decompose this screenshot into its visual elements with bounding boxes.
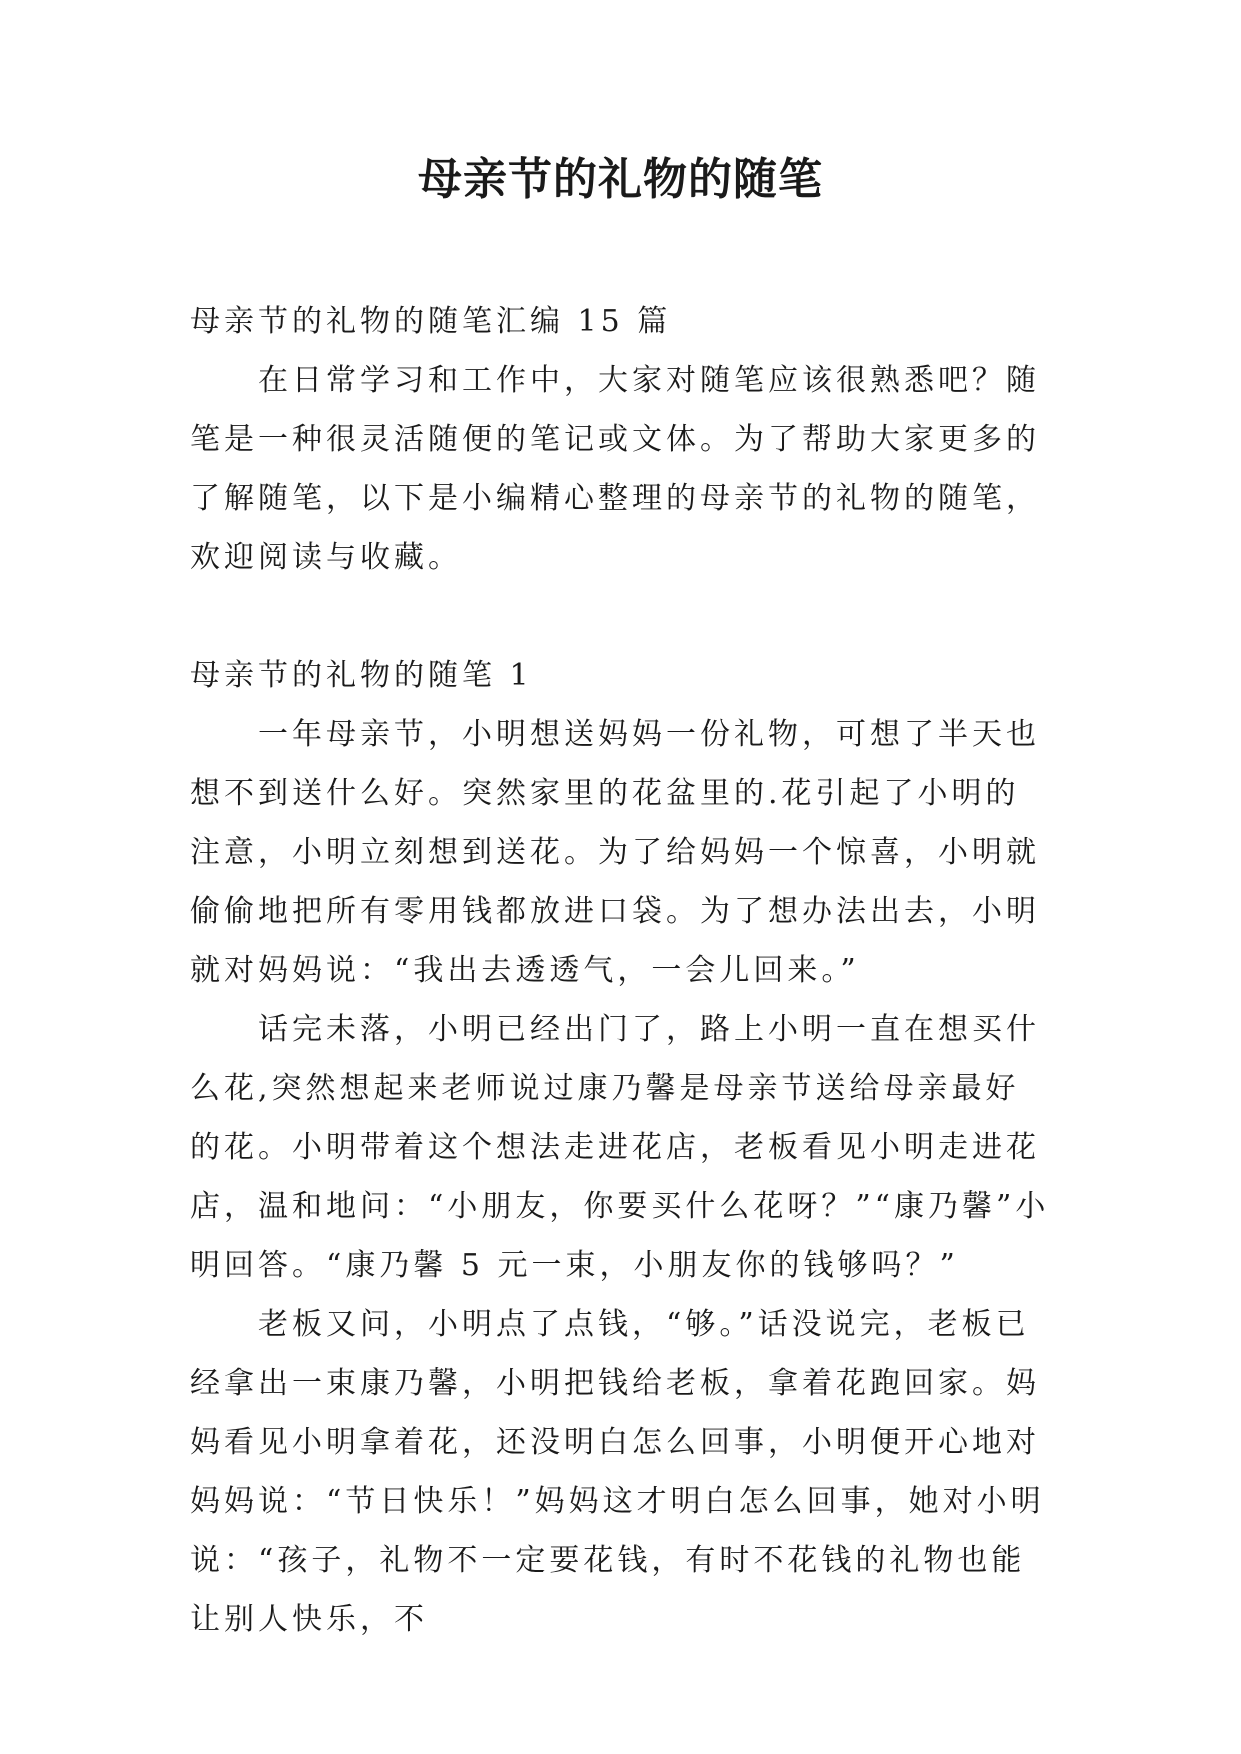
paragraph-spacer	[190, 587, 1050, 646]
document-title: 母亲节的礼物的随笔	[418, 154, 823, 205]
collection-subtitle: 母亲节的礼物的随笔汇编 15 篇	[190, 304, 672, 339]
document-body	[190, 292, 1050, 1649]
body-paragraph: 话完未落，小明已经出门了，路上小明一直在想买什么花,突然想起来老师说过康乃馨是母亲节送给母亲最好的花。小明带着这个想法走进花店，老板看见小明走进花店，温和地问：“小朋友，你要买什么花呀？”“康乃馨”小明回答。“康乃馨 5 元一束，小朋友你的钱够吗？”	[190, 1012, 1050, 1283]
intro-paragraph: 在日常学习和工作中，大家对随笔应该很熟悉吧？随笔是一种很灵活随便的笔记或文体。为了帮助大家更多的了解随笔，以下是小编精心整理的母亲节的礼物的随笔，欢迎阅读与收藏。	[190, 363, 1040, 575]
section-heading: 母亲节的礼物的随笔 1	[190, 658, 533, 693]
body-paragraph: 一年母亲节，小明想送妈妈一份礼物，可想了半天也想不到送什么好。突然家里的花盆里的.花引起了小明的注意，小明立刻想到送花。为了给妈妈一个惊喜，小明就偷偷地把所有零用钱都放进口袋。为了想办法出去，小明就对妈妈说：“我出去透透气，一会儿回来。”	[190, 717, 1040, 988]
body-paragraph: 老板又问，小明点了点钱，“够。”话没说完，老板已经拿出一束康乃馨，小明把钱给老板，拿着花跑回家。妈妈看见小明拿着花，还没明白怎么回事，小明便开心地对妈妈说：“节日快乐！”妈妈这才明白怎么回事，她对小明说：“孩子，礼物不一定要花钱，有时不花钱的礼物也能让别人快乐，不	[190, 1307, 1045, 1637]
